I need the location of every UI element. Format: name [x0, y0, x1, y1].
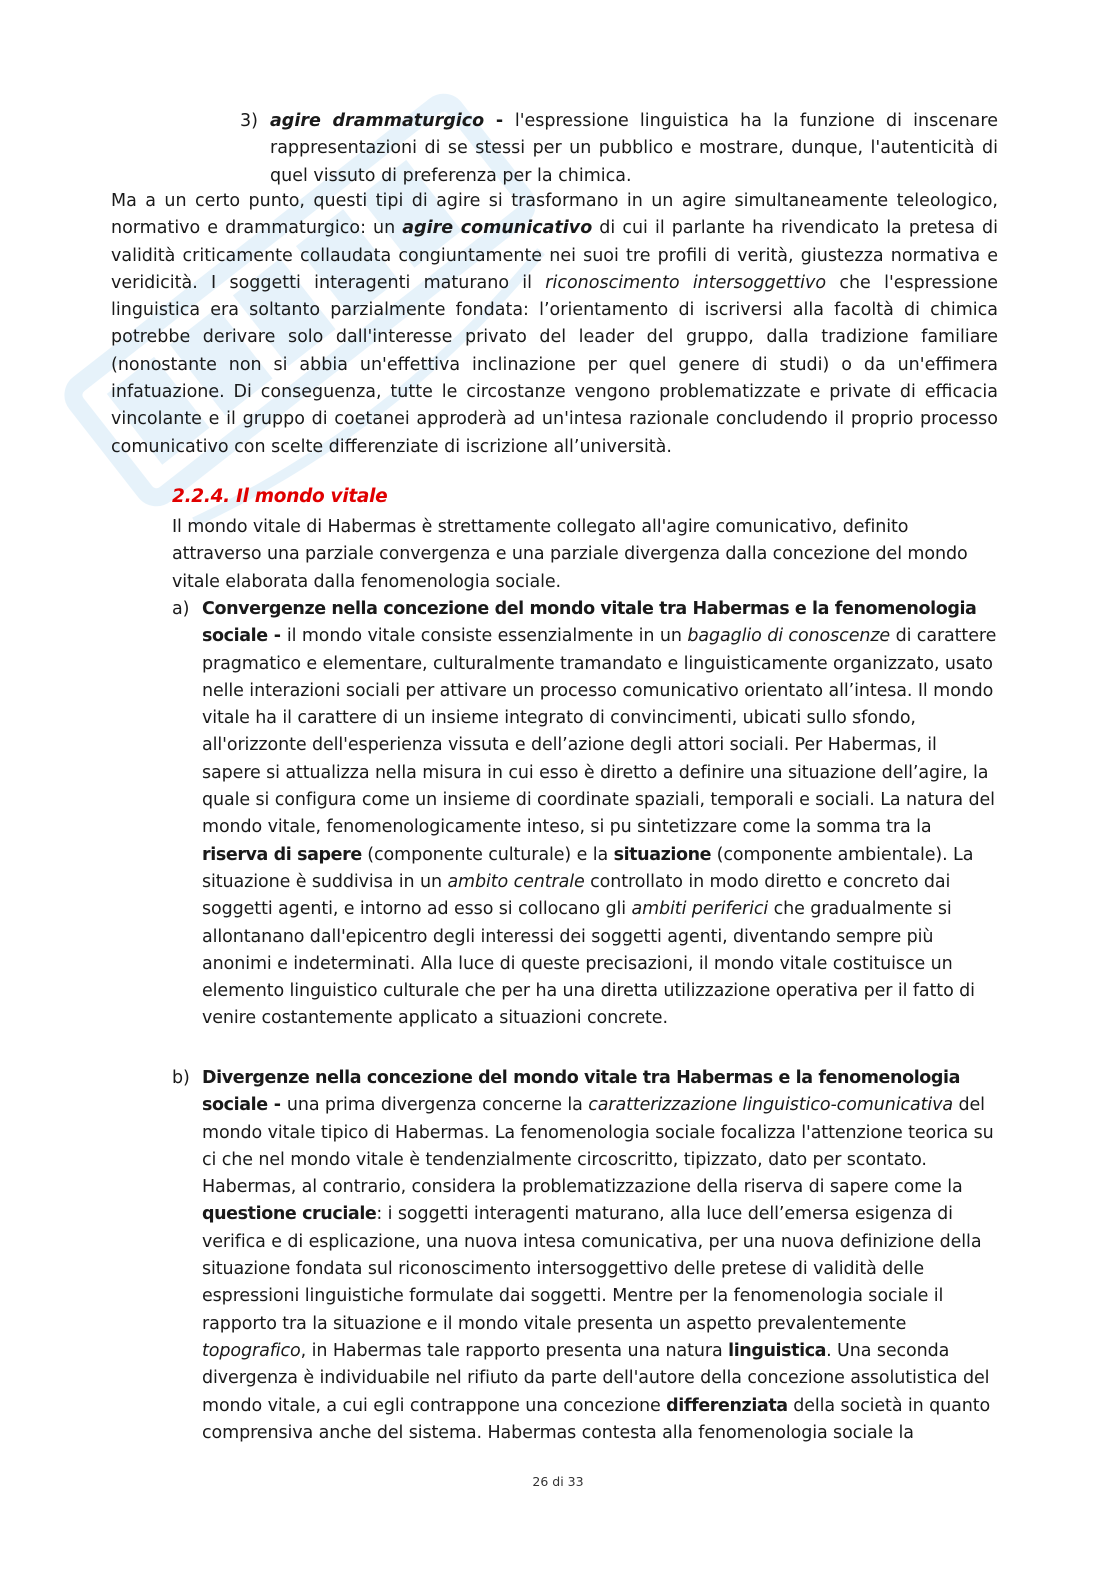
text-run: del mondo vitale tipico di Habermas. La fenomenologia sociale focalizza l'attenzione teorica su ci che nel mondo vitale è tendenzialmente circoscritto, tipizzato, dato per scontato. Habermas, al contrario, considera la problematizzazione della riserva di sapere come la — [202, 1095, 994, 1198]
item-title: Convergenze nella concezione del mondo vitale tra Habermas e la fenomenologia sociale — [202, 599, 977, 647]
section-heading: 2.2.4. Il mondo vitale — [172, 486, 388, 507]
text-run: (componente ambientale). La situazione è suddivisa in un — [202, 844, 974, 892]
term-dash: - — [484, 111, 515, 131]
list-item-divergenze — [172, 1065, 998, 1447]
italic-term: ambiti periferici — [631, 899, 769, 920]
text-run: di carattere pragmatico e elementare, culturalmente tramandato e linguisticamente organizzato, usato nelle interazioni sociali per attivare un processo comunicativo orientato all’intesa. Il mondo vitale ha il carattere di un insieme integrato di convincimenti, ubicati sullo sfondo, all'orizzonte dell'esperienza vissuta e dell’azione degli attori sociali. Per Habermas, il sapere si attualizza nella misura in cui esso è diretto a definire una situazione dell’agire, la quale si configura come un insieme di coordinate spaziali, temporali e sociali. La natura del mondo vitale, fenomenologicamente inteso, si pu sintetizzare come la somma tra la — [202, 626, 997, 838]
section-intro: Il mondo vitale di Habermas è strettamente collegato all'agire comunicativo, definito attraverso una parziale convergenza e una parziale divergenza dalla concezione del mondo vitale elaborata dalla fenomenologia sociale. — [172, 517, 968, 592]
title-dash: - — [267, 1095, 287, 1116]
list-marker: a) — [172, 599, 190, 619]
bold-term: situazione — [613, 844, 712, 865]
italic-term: caratterizzazione linguistico-comunicativa — [588, 1095, 954, 1116]
bold-term: differenziata — [666, 1395, 788, 1416]
text-run: che l'espressione linguistica era soltanto parzialmente fondata: l’orientamento di iscriversi alla facoltà di chimica potrebbe derivare solo dall'interesse privato del leader del gruppo, dalla tradizione familiare (nonostante non si abbia un'effettiva inclinazione per quel genere di studi) o da un'effimera infatuazione. Di conseguenza, tutte le circostanze vengono problematizzate e private di efficacia vincolante e il gruppo di coetanei approderà ad un'intesa razionale concludendo il proprio processo comunicativo con scelte differenziate di iscrizione all’università. — [111, 272, 998, 457]
text-run: che gradualmente si allontanano dall'epicentro degli interessi dei soggetti agenti, diventando sempre più anonimi e indeterminati. Alla luce di queste precisazioni, il mondo vitale costituisce un elemento linguistico culturale che per ha una diretta utilizzazione operativa per il fatto di venire costantemente applicato a situazioni concrete. — [202, 899, 975, 1029]
text-run: controllato in modo diretto e concreto dai soggetti agenti, e intorno ad esso si collocano gli — [202, 871, 951, 920]
list-marker: b) — [172, 1068, 190, 1088]
text-run: : i soggetti interagenti maturano, alla luce dell’emersa esigenza di verifica e di esplicazione, una nuova intesa comunicativa, per una nuova definizione della situazione fondata sul riconoscimento intersoggettivo delle pretese di validità delle espressioni linguistiche formulate dai soggetti. Mentre per la fenomenologia sociale il rapporto tra la situazione e il mondo vitale presenta un aspetto prevalentemente — [202, 1204, 982, 1334]
list-item-agire-drammaturgico — [240, 108, 998, 190]
bold-term: questione cruciale — [202, 1204, 377, 1225]
italic-term: bagaglio di conoscenze — [687, 626, 891, 647]
term-riconoscimento-intersoggettivo: riconoscimento intersoggettivo — [545, 272, 827, 293]
title-dash: - — [267, 626, 287, 647]
term-agire-comunicativo: agire comunicativo — [402, 218, 593, 239]
list-item-convergenze — [172, 596, 998, 1033]
bold-term: linguistica — [728, 1340, 827, 1361]
text-run: una prima divergenza concerne la — [286, 1095, 589, 1116]
italic-term: topografico — [202, 1340, 301, 1361]
italic-term: ambito centrale — [447, 871, 585, 892]
item-text: l'espressione linguistica ha la funzione di inscenare rappresentazioni di se stessi per un pubblico e mostrare, dunque, l'autenticità di quel vissuto di preferenza per la chimica. — [270, 111, 998, 186]
text-run: di cui il parlante ha rivendicato la pretesa di validità criticamente collaudata congiuntamente nei suoi tre profili di verità, giustezza normativa e veridicità. I soggetti interagenti maturano il — [111, 218, 999, 293]
text-run: . Una seconda divergenza è individuabile nel rifiuto da parte dell'autore della concezione assolutistica del mondo vitale, a cui egli contrappone una concezione — [202, 1340, 990, 1416]
text-run: (componente culturale) e la — [361, 844, 614, 865]
text-run: Ma a un certo punto, questi tipi di agire si trasformano in un agire simultaneamente teleologico, normativo e drammaturgico: un — [111, 191, 998, 239]
paragraph-agire-comunicativo — [111, 188, 998, 461]
text-run: il mondo vitale consiste essenzialmente in un — [286, 626, 688, 647]
item-title: Divergenze nella concezione del mondo vitale tra Habermas e la fenomenologia sociale — [202, 1068, 961, 1116]
text-run: , in Habermas tale rapporto presenta una natura — [300, 1340, 729, 1361]
list-marker: 3) — [240, 111, 258, 131]
bold-term: riserva di sapere — [202, 844, 362, 865]
term-agire-drammaturgico: agire drammaturgico — [270, 111, 485, 131]
text-run: della società in quanto comprensiva anche del sistema. Habermas contesta alla fenomenologia sociale la — [202, 1395, 991, 1443]
page-number: 26 di 33 — [532, 1474, 584, 1489]
